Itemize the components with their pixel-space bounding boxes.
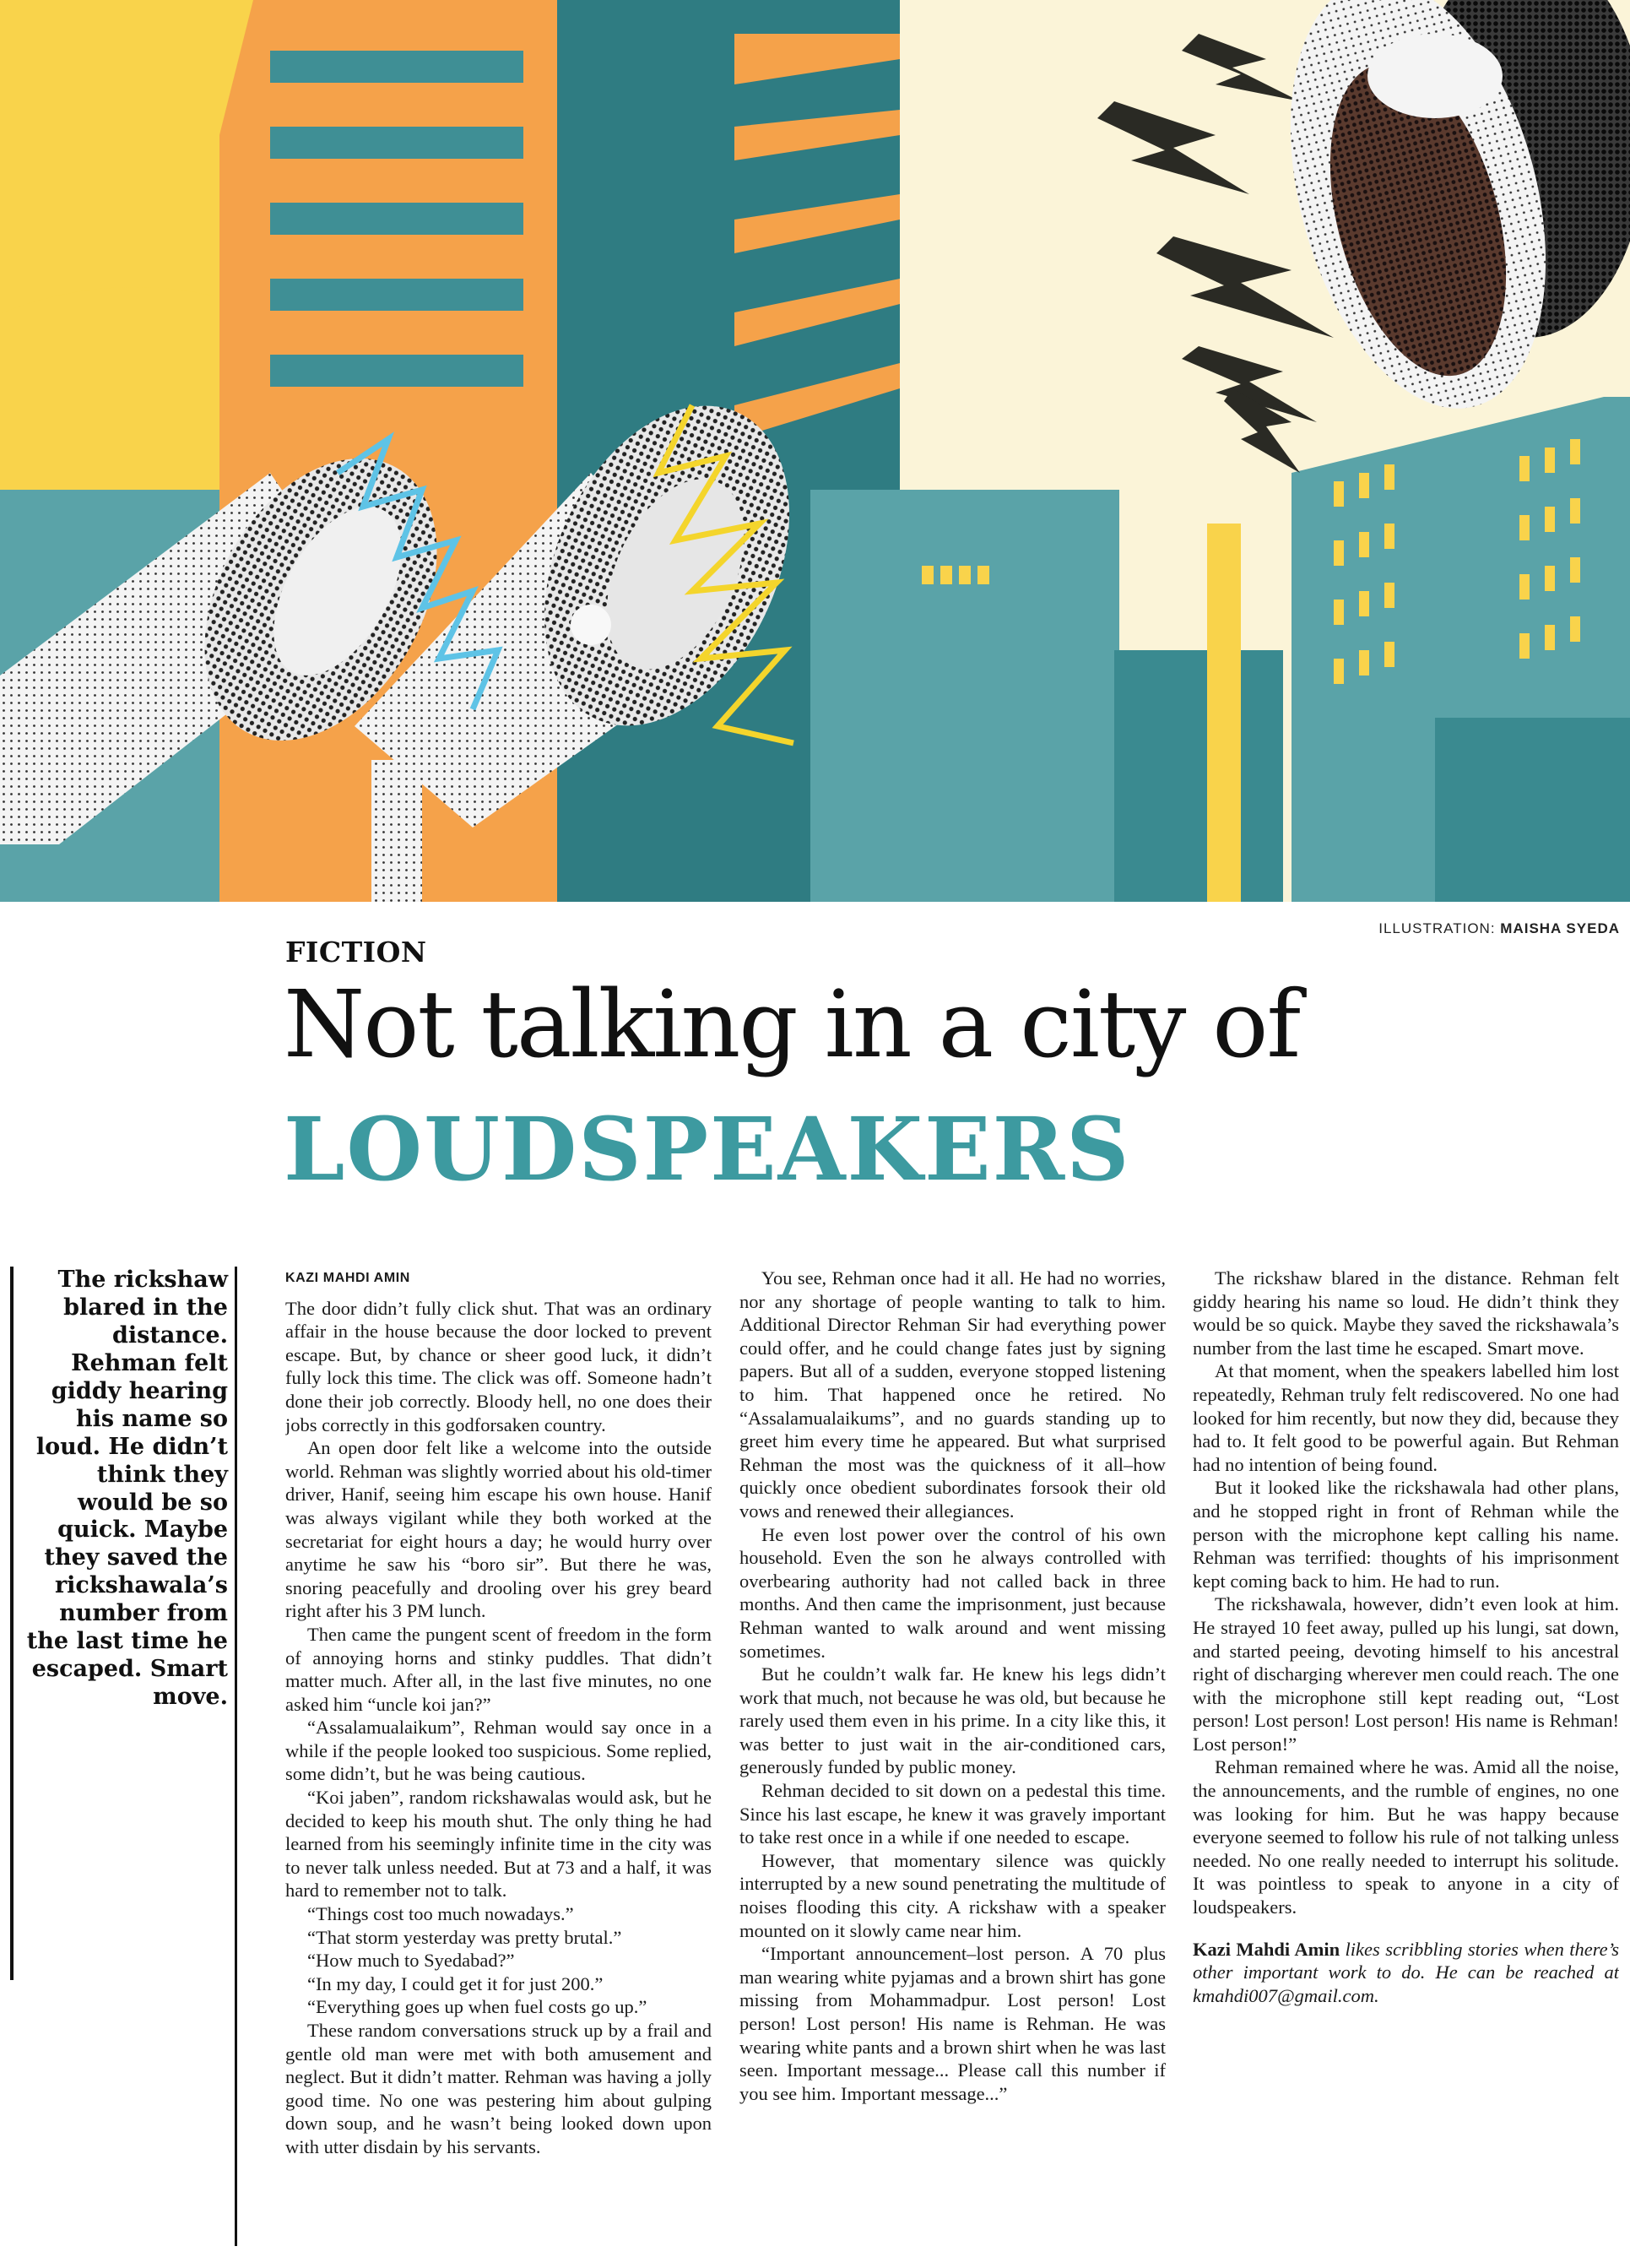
paragraph: “Everything goes up when fuel costs go up.” <box>307 1996 647 2018</box>
paragraph: These random conversations struck up by a frail and gentle old man were met with both amusement and neglect. But it didn’t matter. Rehman was having a jolly good time. No one was pestering him about gulping down soup, and he wasn’t being looked down upon with utter disdain by his servants. <box>285 2020 712 2157</box>
paragraph: The door didn’t fully click shut. That was an ordinary affair in the house because the door locked to prevent escape. But, by chance or sheer good luck, it didn’t fully lock this time. The click was off. Someone hadn’t done their job correctly. Bloody hell, no one does their jobs correctly in this godforsaken country. <box>285 1297 712 1435</box>
paragraph: “Assalamualaikum”, Rehman would say once in a while if the people looked too suspicious. Some replied, some didn’t, but he was being cautious. <box>285 1717 712 1785</box>
author-bio <box>1193 1938 1619 2008</box>
illustration-credit: ILLUSTRATION: MAISHA SYEDA <box>1378 920 1620 936</box>
article-column-2 <box>739 1267 1166 2254</box>
paragraph: “Koi jaben”, random rickshawalas would ask, but he decided to keep his mouth shut. The only thing he had learned from his seemingly infinite time in the city was to never talk unless needed. But at 73 and a half, it was hard to remember not to talk. <box>285 1787 712 1902</box>
paragraph: An open door felt like a welcome into the outside world. Rehman was slightly worried about his old-timer driver, Hanif, seeing him escape his own house. Hanif was always vigilant while they both worked at the secretariat for eight hours a day; he would hurry over anytime he saw his “boro sir”. But there he was, snoring peacefully and drooling over his grey beard right after his 3 PM lunch. <box>285 1437 712 1622</box>
headline-line-1: Not talking in a city of <box>284 970 1300 1078</box>
article-illustration <box>0 0 1630 902</box>
article-column-3 <box>1193 1267 1619 2254</box>
paragraph: The rickshaw blared in the distance. Rehman felt giddy hearing his name so loud. He didn’t think they would be so quick. Maybe they saved the rickshawala’s number from the last time he escaped. Smart move. <box>1193 1267 1619 1359</box>
paragraph: At that moment, when the speakers labelled him lost repeatedly, Rehman truly felt rediscovered. No one had looked for him recently, but now they did, because they had to. It felt good to be powerful again. But Rehman had no intention of being found. <box>1193 1360 1619 1475</box>
paragraph: Rehman decided to sit down on a pedestal this time. Since his last escape, he knew it was gravely important to take rest once in a while if one needed to escape. <box>739 1780 1166 1848</box>
short-building <box>900 490 1119 902</box>
paragraph: But he couldn’t walk far. He knew his legs didn’t work that much, not because he was old, but because he rarely used them even in his prime. In a city like this, it was better to just wait in the air-conditioned cars, generously funded by public money. <box>739 1663 1166 1778</box>
section-label: FICTION <box>285 936 427 969</box>
paragraph: “How much to Syedabad?” <box>307 1950 515 1972</box>
pull-quote-rule <box>10 1267 14 1980</box>
paragraph: But it looked like the rickshawala had other plans, and he stopped right in front of Rehman while the person with the microphone kept calling his name. Rehman was terrified: thoughts of his imprisonment kept coming back to him. He had to run. <box>1193 1477 1619 1592</box>
column-rule <box>235 1267 237 2246</box>
author-bio-text: likes scribbling stories when there’s other important work to do. He can be reached at kmahdi007@gmail.com. <box>1193 1938 1619 2006</box>
paragraph: However, that momentary silence was quickly interrupted by a new sound penetrating the multitude of noises flooding this city. A rickshaw with a speaker mounted on it slowly came near him. <box>739 1849 1166 1941</box>
paragraph: “That storm yesterday was pretty brutal.” <box>307 1926 622 1948</box>
pull-quote: The rickshaw blared in the distance. Rehman felt giddy hearing his name so loud. He didn’t think they would be so quick. Maybe they saved the rickshawala’s number from the last time he escaped. Smart move. <box>26 1267 228 1711</box>
paragraph: “In my day, I could get it for just 200.” <box>307 1972 604 1994</box>
paragraph: The rickshawala, however, didn’t even look at him. He strayed 10 feet away, pulled up his lungi, sat down, and started peeing, devoting himself to his ancestral right of discharging wherever men could reach. The one with the microphone still kept reading out, “Lost person! Lost person! Lost person! His name is Rehman! Lost person!” <box>1193 1593 1619 1755</box>
author-bio-name: Kazi Mahdi Amin <box>1193 1938 1340 1960</box>
paragraph: “Important announcement–lost person. A 70 plus man wearing white pyjamas and a brown shirt has gone missing from Mohammadpur. Lost person! Lost person! Lost person! His name is Rehman. He was wearing white pants and a brown shirt when he was last seen. Important message... Please call this number if you see him. Important message...” <box>739 1943 1166 2104</box>
article-column-1 <box>285 1267 712 2254</box>
paragraph: “Things cost too much nowadays.” <box>307 1903 574 1925</box>
paragraph: He even lost power over the control of his own household. Even the son he always controlled with overbearing authority had not called back in three months. And then came the imprisonment, just because Rehman wanted to walk around and went missing sometimes. <box>739 1523 1166 1662</box>
paragraph: Rehman remained where he was. Amid all the noise, the announcements, and the rumble of engines, no one was looking for him. But he was happy because everyone seemed to follow his rule of not talking unless needed. No one really needed to interrupt his solitude. It was pointless to speak to anyone in a city of loudspeakers. <box>1193 1756 1619 1918</box>
headline-line-2: LOUDSPEAKERS <box>284 1099 1131 1201</box>
paragraph: You see, Rehman once had it all. He had no worries, nor any shortage of people wanting to talk to him. Additional Director Rehman Sir had everything power could offer, and he could change fates just by signing papers. But all of a sudden, everyone stopped listening to him. That happened once he retired. No “Assalamualaikums”, and no guards standing up to greet him every time he appeared. But what surprised Rehman the most was the quickness of it all–how quickly once obedient subordinates forsook their old vows and renewed their allegiances. <box>739 1267 1166 1522</box>
paragraph: Then came the pungent scent of freedom in the form of annoying horns and stinky puddles. That didn’t matter much. After all, in the last five minutes, no one asked him “uncle koi jan?” <box>285 1623 712 1715</box>
byline: KAZI MAHDI AMIN <box>285 1271 410 1285</box>
